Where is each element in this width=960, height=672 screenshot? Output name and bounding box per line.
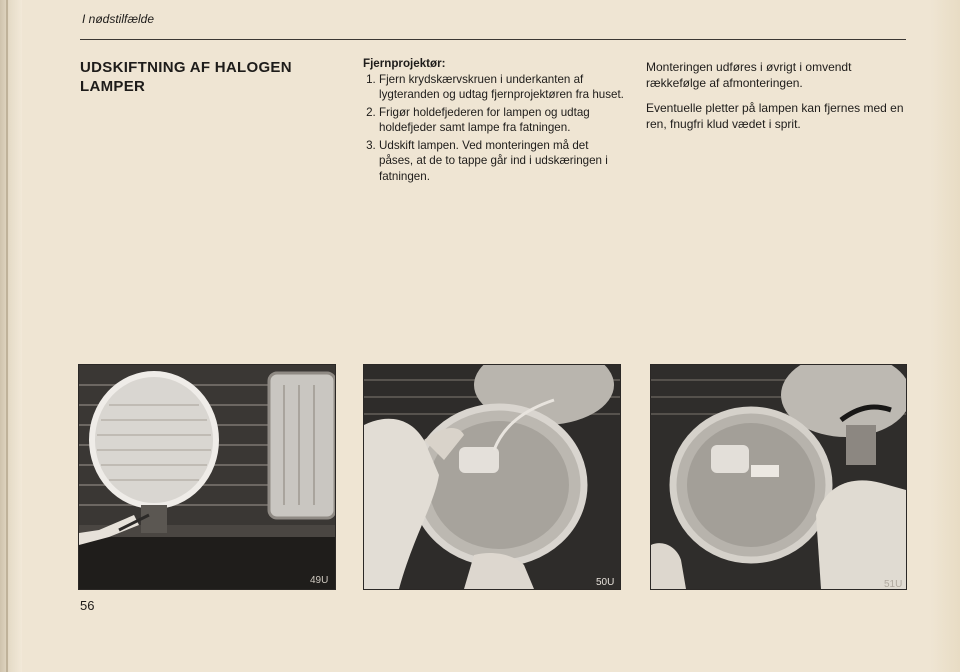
notes-column: [646, 60, 912, 142]
figure-50u-photo: [363, 364, 621, 590]
step-3: 3. Udskift lampen. Ved monteringen må det påses, at de to tappe går ind i udskæringen i fatningen.: [379, 138, 625, 185]
title-line-2: LAMPER: [80, 78, 146, 95]
figure-49u-label: 49U: [310, 575, 329, 586]
figure-50u-label: 50U: [596, 577, 615, 588]
page-number: 56: [80, 598, 95, 613]
figure-51u-label: 51U: [884, 579, 903, 590]
figure-49u-photo: [78, 364, 336, 590]
note-paragraph-1: Monteringen udføres i øvrigt i omvendt rækkefølge af afmonteringen.: [646, 60, 852, 90]
page-edge: [930, 0, 960, 672]
step-2: 2. Frigør holdefjederen for lampen og udtag holdefjeder samt lampe fra fatningen.: [379, 105, 625, 136]
note-paragraph-2: Eventuelle pletter på lampen kan fjernes med en ren, fnugfri klud vædet i sprit.: [646, 101, 904, 131]
section-header: I nødstilfælde: [82, 12, 155, 26]
page-title: [80, 58, 340, 96]
steps-list: [363, 72, 625, 185]
header-rule: [80, 39, 906, 40]
title-line-1: UDSKIFTNING AF HALOGEN: [80, 59, 292, 76]
page-binding: [0, 0, 22, 672]
instructions-column: [363, 56, 625, 186]
instructions-heading: Fjernprojektør:: [363, 57, 446, 70]
step-1: 1. Fjern krydskærvskruen i underkanten af lygteranden og udtag fjernprojektøren fra huset.: [379, 72, 625, 103]
figure-51u-photo: [650, 364, 907, 590]
